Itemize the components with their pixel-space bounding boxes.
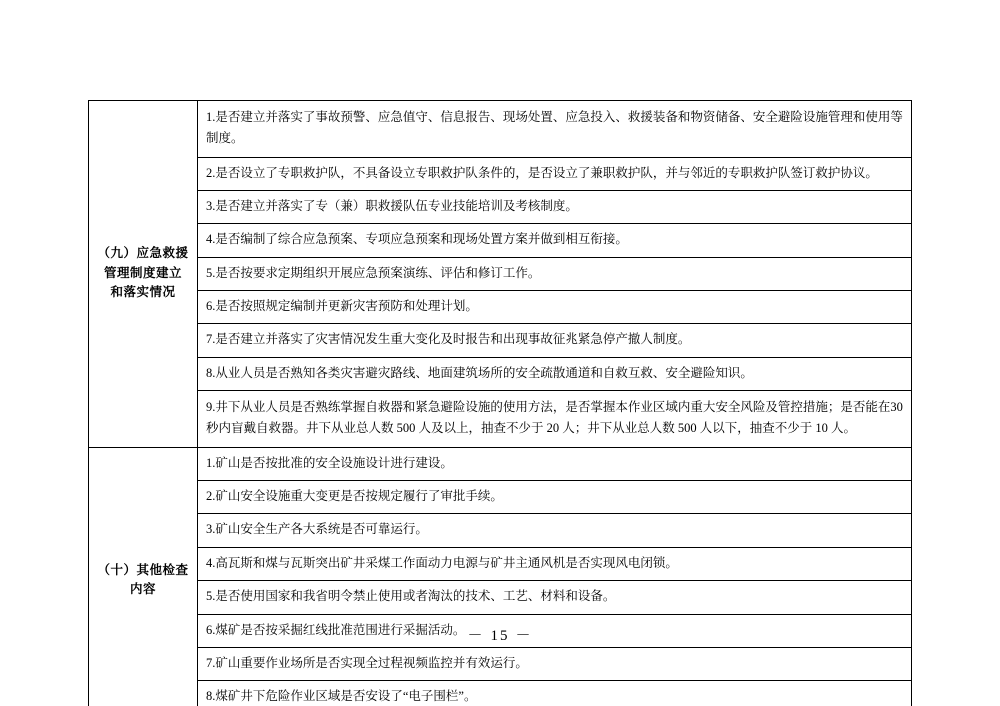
table-row <box>89 101 912 158</box>
table-row <box>89 157 912 190</box>
checklist-item: 1.是否建立并落实了事故预警、应急值守、信息报告、现场处置、应急投入、救援装备和物资储备、安全避险设施管理和使用等制度。 <box>198 101 912 158</box>
section-label-emergency-rescue <box>89 101 198 448</box>
table-row <box>89 481 912 514</box>
section-label-line: 管理制度建立 <box>103 265 182 280</box>
checklist-item: 7.是否建立并落实了灾害情况发生重大变化及时报告和出现事故征兆紧急停产撤人制度。 <box>198 324 912 357</box>
checklist-item: 9.井下从业人员是否熟练掌握自救器和紧急避险设施的使用方法，是否掌握本作业区域内重大安全风险及管控措施；是否能在30秒内盲戴自救器。井下从业总人数 500 人及以上，抽查不少于 20 人；井下从业总人数 500 人以下，抽查不少于 10 人。 <box>198 391 912 448</box>
checklist-item: 6.是否按照规定编制并更新灾害预防和处理计划。 <box>198 291 912 324</box>
table-row <box>89 224 912 257</box>
checklist-item: 8.从业人员是否熟知各类灾害避灾路线、地面建筑场所的安全疏散通道和自救互救、安全避险知识。 <box>198 357 912 390</box>
section-label-line: 和落实情况 <box>110 285 176 299</box>
table-row <box>89 514 912 547</box>
table-row <box>89 581 912 614</box>
page-number-value: 15 <box>490 628 510 644</box>
checklist-item: 3.是否建立并落实了专（兼）职救援队伍专业技能培训及考核制度。 <box>198 190 912 223</box>
page-footer <box>0 624 1000 645</box>
page-number-suffix: － <box>515 628 533 644</box>
checklist-item: 2.是否设立了专职救护队，不具备设立专职救护队条件的，是否设立了兼职救护队，并与邻近的专职救护队签订救护协议。 <box>198 157 912 190</box>
table-row <box>89 291 912 324</box>
checklist-item: 2.矿山安全设施重大变更是否按规定履行了审批手续。 <box>198 481 912 514</box>
table-row <box>89 391 912 448</box>
section-label-line: （十）其他检查 <box>97 562 189 577</box>
table-row <box>89 647 912 680</box>
checklist-item: 3.矿山安全生产各大系统是否可靠运行。 <box>198 514 912 547</box>
table-row <box>89 257 912 290</box>
table-row <box>89 357 912 390</box>
checklist-item: 7.矿山重要作业场所是否实现全过程视频监控并有效运行。 <box>198 647 912 680</box>
checklist-item: 8.煤矿井下危险作业区域是否安设了“电子围栏”。 <box>198 681 912 706</box>
page-number-prefix: － <box>467 628 485 644</box>
table-row <box>89 190 912 223</box>
section-label-line: （九）应急救援 <box>97 246 189 261</box>
inspection-checklist-table <box>88 100 912 706</box>
section-label-line: 内容 <box>129 582 156 597</box>
checklist-item: 6.煤矿是否按采掘红线批准范围进行采掘活动。 <box>198 614 912 647</box>
checklist-item: 1.矿山是否按批准的安全设施设计进行建设。 <box>198 447 912 480</box>
table-row <box>89 681 912 706</box>
checklist-item: 4.是否编制了综合应急预案、专项应急预案和现场处置方案并做到相互衔接。 <box>198 224 912 257</box>
checklist-item: 5.是否使用国家和我省明令禁止使用或者淘汰的技术、工艺、材料和设备。 <box>198 581 912 614</box>
section-label-other-inspection <box>89 447 198 706</box>
table-row <box>89 447 912 480</box>
checklist-item: 5.是否按要求定期组织开展应急预案演练、评估和修订工作。 <box>198 257 912 290</box>
checklist-item: 4.高瓦斯和煤与瓦斯突出矿井采煤工作面动力电源与矿井主通风机是否实现风电闭锁。 <box>198 547 912 580</box>
table-row <box>89 547 912 580</box>
table-row <box>89 324 912 357</box>
